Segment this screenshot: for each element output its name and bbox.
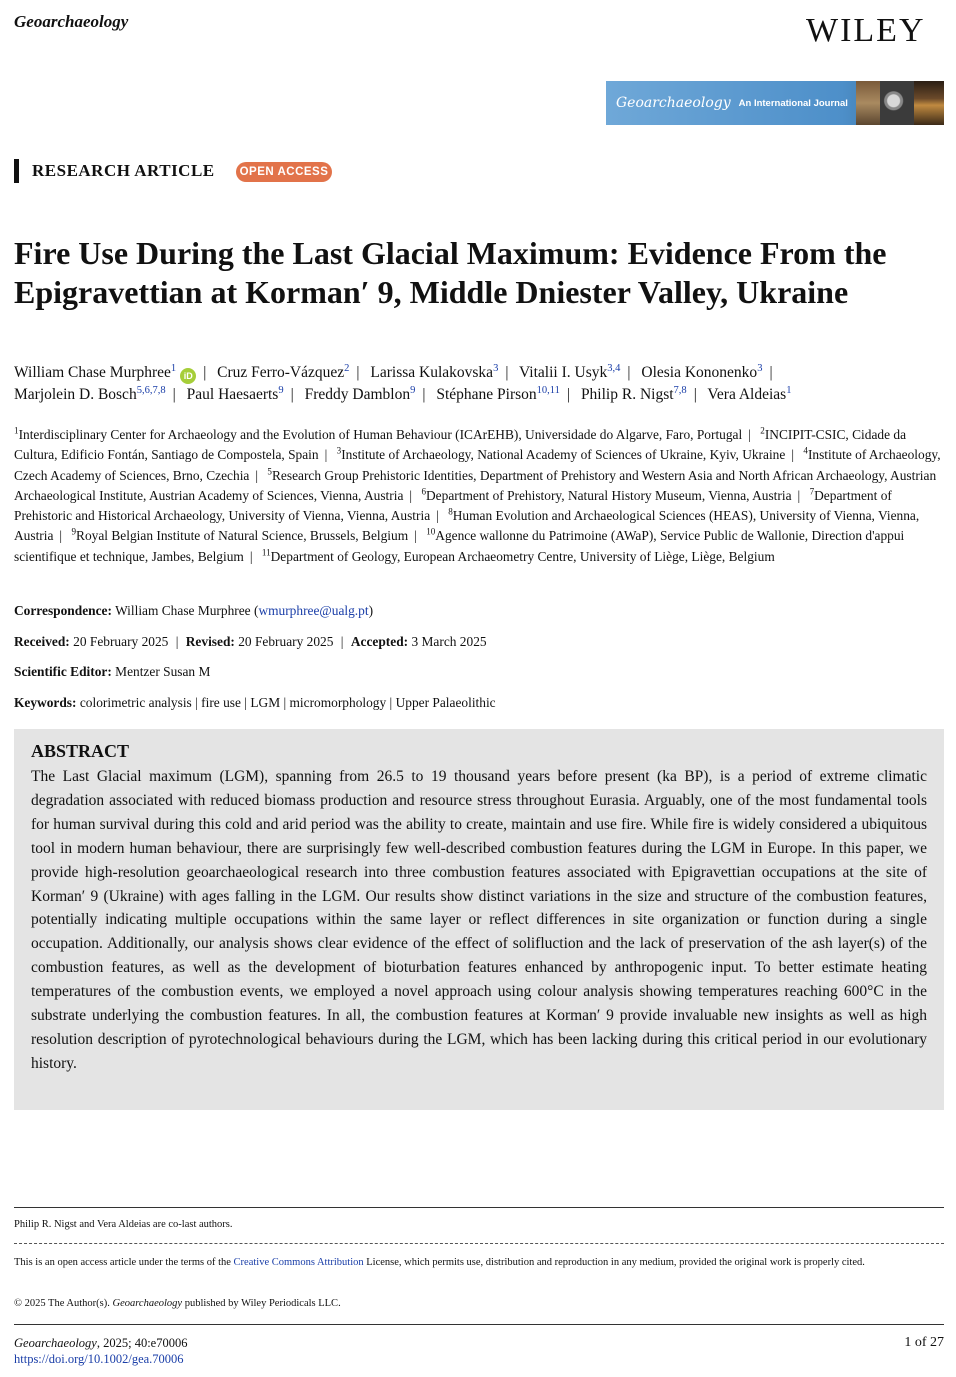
author[interactable]: Larissa Kulakovska$^3$	[370, 362, 499, 381]
affiliation: $^2$INCIPIT-CSIC, Cidade da Cultura, Edificio Fontán, Santiago de Compostela, Spain	[14, 425, 907, 463]
affiliation: $^1$Interdisciplinary Center for Archaeology and the Evolution of Human Behaviour (ICArEHB), Universidade do Algarve, Faro, Portugal	[14, 425, 743, 442]
affiliation: $^5$Research Group Prehistoric Identities, Department of Prehistory and Western Asia and North African Archaeology, Austrian Archaeological Institute, Austrian Academy of Sciences, Vienna, Austria	[14, 466, 937, 503]
banner-subtitle: An International Journal	[738, 97, 848, 109]
affiliation: $^7$Department of Prehistoric and Historical Archaeology, University of Vienna, Vienna, Austria	[14, 486, 892, 524]
author[interactable]: Stéphane Pirson$^{10,11}$	[436, 384, 560, 403]
footer-rule	[14, 1324, 944, 1325]
keywords: Keywords: colorimetric analysis | fire use | LGM | micromorphology | Upper Palaeolithic	[14, 695, 496, 710]
page-number: 1 of 27	[904, 1335, 944, 1350]
dates: Received: 20 February 2025 | Revised: 20 February 2025 | Accepted: 3 March 2025	[14, 634, 487, 649]
article-type-marker	[14, 159, 19, 183]
copyright-note: © 2025 The Author(s). Geoarchaeology published by Wiley Periodicals LLC.	[14, 1298, 341, 1309]
email-link[interactable]: wmurphree@ualg.pt	[258, 603, 369, 618]
abstract-text: The Last Glacial maximum (LGM), spanning from 26.5 to 19 thousand years before present (ka BP), is a period of extreme climatic degradation associated with reduced biomass production and resource stress throughout Eurasia. Arguably, one of the most fundamental tools for human survival during this cold and arid period was the ability to create, maintain and use fire. While fire is widely considered a ubiquitous tool in modern human behaviour, there are surprisingly few well-described combustion features during the LGM in Europe. In this paper, we provide high-resolution geoarchaeological research into three combustion features associated with Epigravettian occupations at the site of Korman′ 9 (Ukraine) with ages falling in the LGM. Our results show distinct variations in the size and structure of the combustion features, potentially indicating multiple occupations within the same layer or reflect differences in site organization or function during a single occupation. Additionally, our analysis shows clear evidence of the effect of solifluction and the lack of preservation of the ash layer(s) of the combustion features, as well as the development of bioturbation features enhanced by anthropogenic input. To better estimate heating temperatures of the combustion events, we employed a novel approach using colour analysis showing temperatures reaching 600°C in the substrate underlying the combustion features. In all, the combustion features at Korman′ 9 provide invaluable new insights as well as high resolution description of pyrotechnological behaviours during the LGM, which has been lacking during this critical period in our evolutionary history.	[31, 768, 927, 1072]
footnote-rule	[14, 1207, 944, 1208]
article-type: RESEARCH ARTICLE	[32, 161, 215, 180]
affiliation: $^4$Institute of Archaeology, Czech Academy of Sciences, Brno, Czechia	[14, 445, 941, 483]
author[interactable]: William Chase Murphree$^1$	[14, 362, 177, 381]
license-link[interactable]: Creative Commons Attribution	[233, 1257, 364, 1268]
keyword[interactable]: colorimetric analysis	[79, 695, 192, 710]
author[interactable]: Olesia Kononenko$^3$	[641, 362, 763, 381]
open-access-badge[interactable]: OPEN ACCESS	[236, 162, 332, 182]
keyword[interactable]: fire use	[201, 695, 241, 710]
author[interactable]: Marjolein D. Bosch$^{5,6,7,8}$	[14, 384, 166, 403]
keyword[interactable]: Upper Palaeolithic	[395, 695, 496, 710]
affiliation: $^8$Human Evolution and Archaeological Sciences (HEAS), University of Vienna, Vienna, Austria	[14, 506, 920, 544]
author-list: William Chase Murphree$^1$iD | Cruz Ferro-Vázquez$^2$ | Larissa Kulakovska$^3$ | Vitalii I. Usyk$^{3,4}$ | Olesia Kononenko$^3$ | Marjolein D. Bosch$^{5,6,7,8}$ | Paul Haesaerts$^9$ | Freddy Damblon$^9$ | Stéphane Pirson$^{10,11}$ | Philip R. Nigst$^{7,8}$ | Vera Aldeias$^1$	[14, 362, 792, 403]
affiliations: $^1$Interdisciplinary Center for Archaeology and the Evolution of Human Behaviour (ICArEHB), Universidade do Algarve, Faro, Portugal | $^2$INCIPIT-CSIC, Cidade da Cultura, Edificio Fontán, Santiago de Compostela, Spain | $^3$Institute of Archaeology, National Academy of Sciences of Ukraine, Kyiv, Ukraine | $^4$Institute of Archaeology, Czech Academy of Sciences, Brno, Czechia | $^5$Research Group Prehistoric Identities, Department of Prehistory and Western Asia and North African Archaeology, Austrian Archaeological Institute, Austrian Academy of Sciences, Vienna, Austria | $^6$Department of Prehistory, Natural History Museum, Vienna, Austria | $^7$Department of Prehistoric and Historical Archaeology, University of Vienna, Vienna, Austria | $^8$Human Evolution and Archaeological Sciences (HEAS), University of Vienna, Vienna, Austria | $^9$Royal Belgian Institute of Natural Science, Brussels, Belgium | $^{10}$Agence wallonne du Patrimoine (AWaP), Service Public de Wallonie, Direction d'appui scientifique et technique, Jambes, Belgium | $^{11}$Department of Geology, European Archaeometry Centre, University of Liège, Liège, Belgium	[14, 425, 941, 564]
author[interactable]: Freddy Damblon$^9$	[304, 384, 416, 403]
author[interactable]: Vitalii I. Usyk$^{3,4}$	[519, 362, 621, 381]
keyword[interactable]: LGM	[250, 695, 281, 710]
affiliation: $^{11}$Department of Geology, European Archaeometry Centre, University of Liège, Liège, Belgium	[261, 547, 775, 564]
journal-name: Geoarchaeology	[14, 12, 129, 31]
banner-image-section	[856, 81, 880, 125]
banner-image-artifact	[914, 81, 944, 125]
publisher-logo[interactable]: WILEY	[806, 12, 926, 49]
orcid-icon[interactable]: iD	[180, 368, 196, 384]
colast-note: Philip R. Nigst and Vera Aldeias are co-last authors.	[14, 1219, 233, 1230]
author[interactable]: Philip R. Nigst$^{7,8}$	[580, 384, 687, 403]
affiliation: $^9$Royal Belgian Institute of Natural Science, Brussels, Belgium	[71, 527, 409, 544]
scientific-editor: Scientific Editor: Mentzer Susan M	[14, 664, 211, 679]
affiliation: $^6$Department of Prehistory, Natural History Museum, Vienna, Austria	[421, 486, 792, 503]
doi-link[interactable]: https://doi.org/10.1002/gea.70006	[14, 1352, 184, 1366]
article-title: Fire Use During the Last Glacial Maximum: Evidence From the Epigravettian at Korman′ 9, Middle Dniester Valley, Ukraine	[14, 235, 887, 310]
banner-image-stones	[880, 81, 914, 125]
affiliation: $^{10}$Agence wallonne du Patrimoine (AWaP), Service Public de Wallonie, Direction d'appui scientifique et technique, Jambes, Belgium	[14, 527, 905, 564]
author[interactable]: Cruz Ferro-Vázquez$^2$	[217, 362, 350, 381]
affiliation: $^3$Institute of Archaeology, National Academy of Sciences of Ukraine, Kyiv, Ukraine	[336, 445, 786, 463]
journal-banner[interactable]	[606, 81, 944, 125]
correspondence: Correspondence: William Chase Murphree (wmurphree@ualg.pt)	[14, 603, 374, 618]
banner-journal: Geoarchaeology	[616, 95, 731, 111]
author[interactable]: Paul Haesaerts$^9$	[186, 384, 284, 403]
footnote-divider	[14, 1243, 944, 1244]
author[interactable]: Vera Aldeias$^1$	[707, 384, 792, 403]
banner-images	[856, 81, 944, 125]
keyword[interactable]: micromorphology	[289, 695, 387, 710]
abstract-heading: ABSTRACT	[31, 741, 130, 761]
citation: Geoarchaeology, 2025; 40:e70006 https://doi.org/10.1002/gea.70006	[14, 1336, 188, 1366]
license-note: This is an open access article under the terms of the Creative Commons Attribution License, which permits use, distribution and reproduction in any medium, provided the original work is properly cited.	[14, 1257, 865, 1268]
